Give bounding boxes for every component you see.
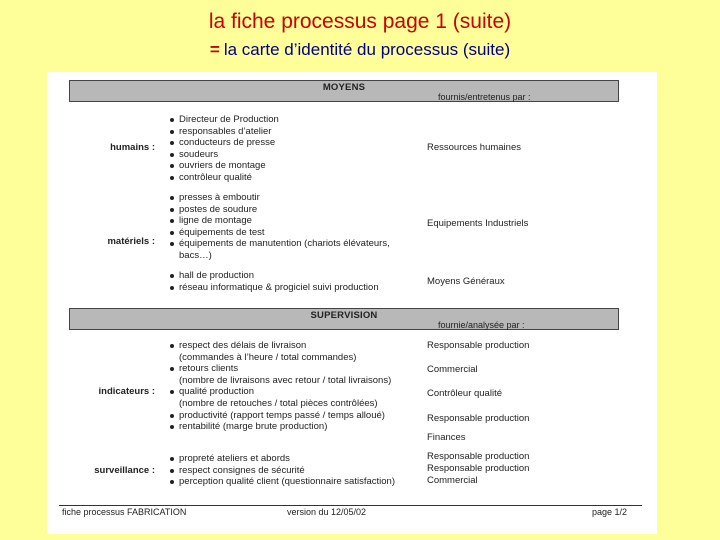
indicateur-provider: Responsable production bbox=[427, 413, 530, 424]
list-item: postes de soudure bbox=[169, 204, 414, 216]
moyens-subheader: fournis/entretenus par : bbox=[438, 92, 531, 102]
supervision-header bbox=[69, 308, 619, 330]
moyens-header bbox=[69, 80, 619, 102]
footer-left: fiche processus FABRICATION bbox=[62, 507, 187, 517]
list-item-continuation: bacs…) bbox=[179, 249, 212, 261]
document-page bbox=[47, 72, 657, 534]
materiels-provider-2: Moyens Généraux bbox=[427, 276, 505, 287]
list-item: propreté ateliers et abords bbox=[169, 453, 414, 465]
list-item: réseau informatique & progiciel suivi production bbox=[169, 282, 414, 294]
list-item: ouvriers de montage bbox=[169, 160, 414, 172]
list-item: Directeur de Production bbox=[169, 114, 414, 126]
humains-list bbox=[169, 114, 414, 184]
list-item: conducteurs de presse bbox=[169, 137, 414, 149]
indicateurs-label: indicateurs : bbox=[98, 386, 155, 397]
subtitle-marker: = bbox=[209, 40, 220, 59]
list-item: équipements de test bbox=[169, 227, 414, 239]
slide-subtitle bbox=[0, 40, 720, 60]
list-item: perception qualité client (questionnaire satisfaction) bbox=[169, 476, 414, 488]
subtitle-text: la carte d’identité du processus (suite) bbox=[223, 40, 511, 59]
list-item: rentabilité (marge brute production) bbox=[169, 421, 414, 433]
list-item: qualité production bbox=[169, 386, 414, 398]
list-item: soudeurs bbox=[169, 149, 414, 161]
materiels-list-2 bbox=[169, 270, 414, 293]
list-item: retours clients bbox=[169, 363, 414, 375]
surveillance-label: surveillance : bbox=[94, 465, 155, 476]
surveillance-provider: Commercial bbox=[427, 475, 478, 486]
list-item: respect des délais de livraison bbox=[169, 340, 414, 352]
list-item-continuation: (nombre de retouches / total pièces contrôlées) bbox=[179, 397, 378, 409]
footer-page: page 1/2 bbox=[592, 507, 628, 517]
supervision-title: SUPERVISION bbox=[310, 310, 378, 321]
footer-version: version du 12/05/02 bbox=[287, 507, 367, 517]
indicateurs-list bbox=[169, 340, 414, 433]
indicateur-provider: Responsable production bbox=[427, 340, 530, 351]
list-item-continuation: (commandes à l’heure / total commandes) bbox=[179, 351, 357, 363]
materiels-label: matériels : bbox=[107, 236, 155, 247]
moyens-title: MOYENS bbox=[322, 82, 366, 93]
list-item-continuation: (nombre de livraisons avec retour / total livraisons) bbox=[179, 374, 392, 386]
materiels-list bbox=[169, 192, 414, 262]
surveillance-list bbox=[169, 453, 414, 488]
indicateur-provider: Finances bbox=[427, 432, 466, 443]
list-item: productivité (rapport temps passé / temps alloué) bbox=[169, 410, 414, 422]
indicateur-provider: Contrôleur qualité bbox=[427, 388, 502, 399]
humains-label: humains : bbox=[110, 142, 155, 153]
list-item: respect consignes de sécurité bbox=[169, 465, 414, 477]
materiels-provider: Equipements Industriels bbox=[427, 218, 529, 229]
list-item: responsables d’atelier bbox=[169, 126, 414, 138]
list-item: contrôleur qualité bbox=[169, 172, 414, 184]
surveillance-provider: Responsable production bbox=[427, 451, 530, 462]
list-item: presses à emboutir bbox=[169, 192, 414, 204]
slide-title: la fiche processus page 1 (suite) bbox=[208, 10, 512, 33]
surveillance-provider: Responsable production bbox=[427, 463, 530, 474]
list-item: équipements de manutention (chariots élévateurs, bbox=[169, 238, 414, 250]
humains-provider: Ressources humaines bbox=[427, 142, 521, 153]
footer-divider bbox=[59, 505, 642, 506]
supervision-subheader: fournie/analysée par : bbox=[438, 320, 525, 330]
list-item: ligne de montage bbox=[169, 215, 414, 227]
indicateur-provider: Commercial bbox=[427, 364, 478, 375]
list-item: hall de production bbox=[169, 270, 414, 282]
